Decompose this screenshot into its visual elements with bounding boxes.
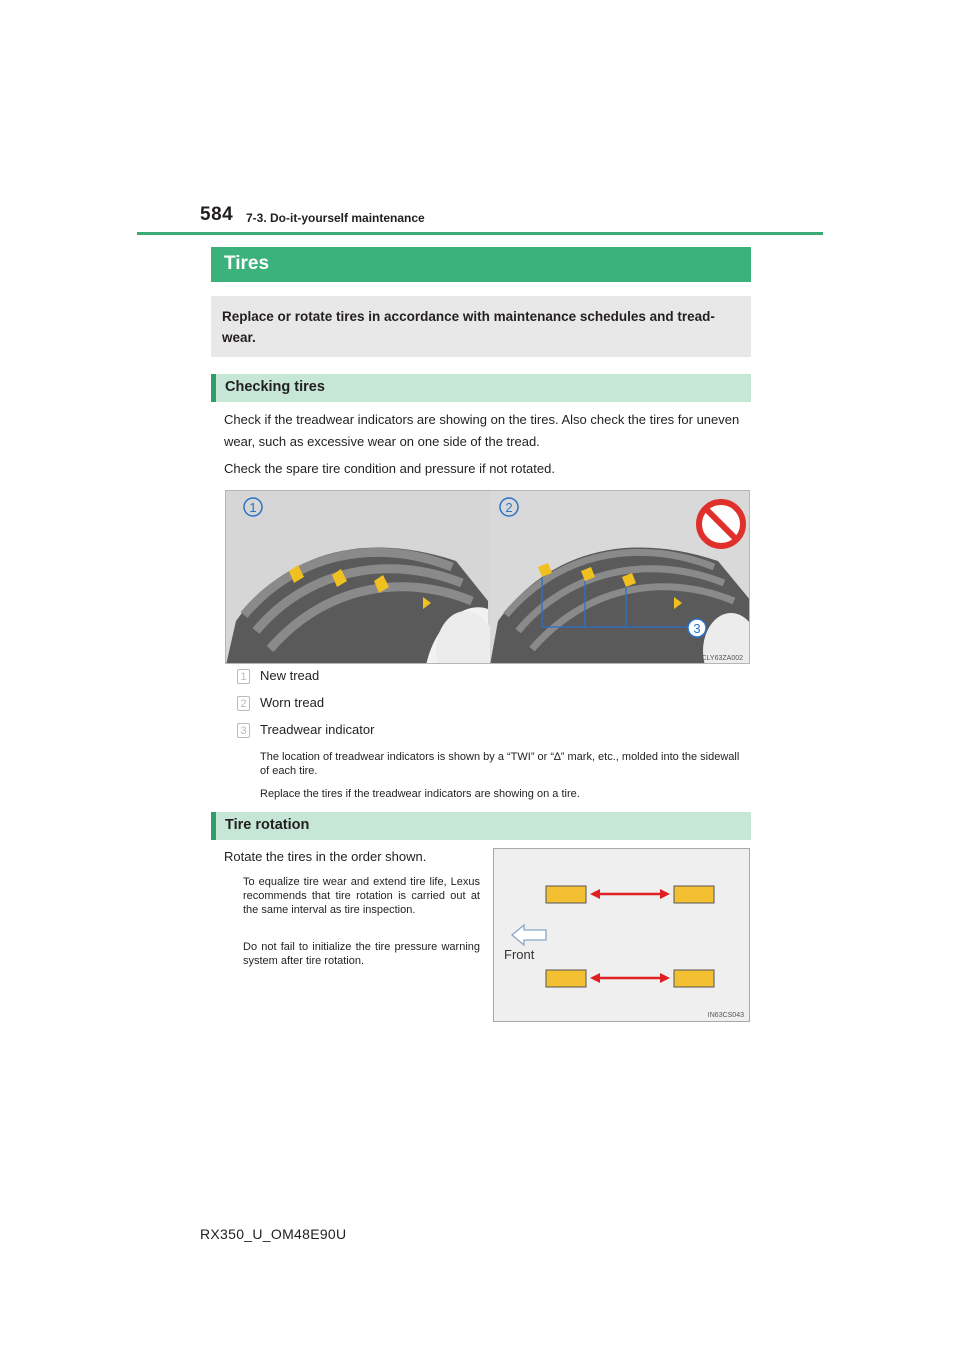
rotation-note-1: To equalize tire wear and extend tire life, Lexus recommends that tire rotation is carried out at the same interval as tire inspection. xyxy=(243,876,480,916)
section-header: 7-3. Do-it-yourself maintenance xyxy=(246,211,425,225)
page-number: 584 xyxy=(200,204,234,225)
front-arrow-icon xyxy=(512,925,546,945)
rotation-paragraph: Rotate the tires in the order shown. xyxy=(224,849,427,864)
replace-tires-note: Replace the tires if the treadwear indicators are showing on a tire. xyxy=(260,788,580,800)
checking-paragraph-2: Check the spare tire condition and pressure if not rotated. xyxy=(224,461,555,476)
intro-box xyxy=(211,296,751,357)
intro-text: Replace or rotate tires in accordance with maintenance schedules and tread-wear. xyxy=(222,309,715,345)
tire-rotation-title: Tire rotation xyxy=(225,817,310,833)
legend-badge-1: 1 xyxy=(237,669,250,684)
checking-paragraph-1: Check if the treadwear indicators are showing on the tires. Also check the tires for uneven wear, such as excessive wear on one side of the tread. xyxy=(224,412,740,449)
manual-code-footer: RX350_U_OM48E90U xyxy=(200,1226,347,1242)
legend-label-worn-tread: Worn tread xyxy=(260,695,325,710)
legend-label-new-tread: New tread xyxy=(260,668,320,683)
heading-accent-bar xyxy=(211,374,216,402)
header-rule xyxy=(137,232,823,235)
tire-rotation-figure xyxy=(493,848,750,1022)
title-bar xyxy=(211,247,751,282)
checking-tires-title: Checking tires xyxy=(225,379,325,395)
legend-badge-2: 2 xyxy=(237,696,250,711)
rotation-note-2: Do not fail to initialize the tire pressure warning system after tire rotation. xyxy=(243,941,480,967)
prohibited-icon xyxy=(699,502,743,546)
tire-tread-illustration xyxy=(226,491,750,664)
tire-tread-figure xyxy=(225,490,750,664)
tire-rotation-heading xyxy=(211,812,751,840)
checking-tires-heading xyxy=(211,374,751,402)
tire-rotation-diagram xyxy=(494,849,751,1023)
callout-1: 1 xyxy=(249,500,257,515)
callout-2: 2 xyxy=(505,500,513,515)
callout-3: 3 xyxy=(693,621,701,636)
legend-label-treadwear-indicator: Treadwear indicator xyxy=(260,722,375,737)
treadwear-location-note: The location of treadwear indicators is shown by a “TWI” or “∆” mark, etc., molded into the sidewall of each tire. xyxy=(260,751,740,777)
figure-code: CLY63ZA002 xyxy=(701,655,743,662)
page-title: Tires xyxy=(224,253,270,274)
rotation-figure-code: IN63CS043 xyxy=(707,1012,744,1019)
front-label: Front xyxy=(504,947,535,962)
heading-accent-bar xyxy=(211,812,216,840)
legend-badge-3: 3 xyxy=(237,723,250,738)
